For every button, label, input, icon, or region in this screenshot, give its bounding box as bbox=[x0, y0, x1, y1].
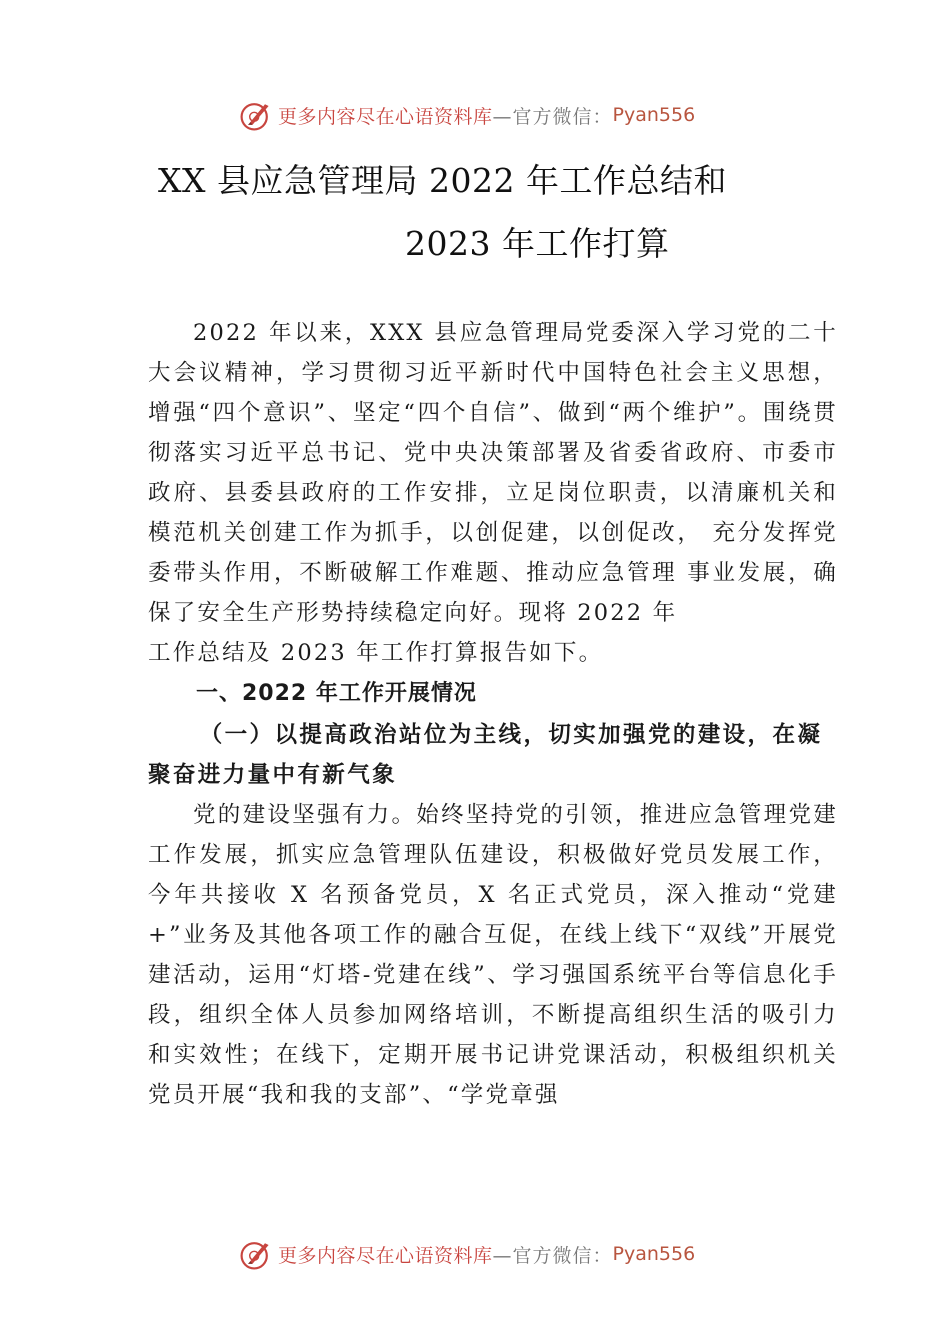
quill-seal-icon bbox=[238, 97, 274, 133]
subsection-heading-1: （一）以提高政治站位为主线，切实加强党的建设，在凝聚奋进力量中有新气象 bbox=[148, 722, 823, 788]
watermark-header bbox=[238, 95, 758, 135]
intro-paragraph-end: 工作总结及 2023 年工作打算报告如下。 bbox=[148, 640, 604, 666]
watermark-wechat-id: Pyan556 bbox=[612, 1243, 696, 1265]
watermark-wechat-label: —官方微信： bbox=[492, 105, 613, 128]
party-building-paragraph: 党的建设坚强有力。始终坚持党的引领，推进应急管理党建工作发展，抓实应急管理队伍建设，积极做好党员发展工作，今年共接收 X 名预备党员，X 名正式党员，深入推动“党建+”业务及其他各项工作的融合互促，在线上线下“双线”开展党建活动，运用“灯塔-党建在线”、学习强国系统平台等信息化手段，组织全体人员参加网络培训，不断提高组织生活的吸引力和实效性；在线下，定期开展书记讲党课活动，积极组织机关党员开展“我和我的支部”、“学党章强 bbox=[148, 802, 838, 1108]
watermark-library-text: 更多内容尽在心语资料库 bbox=[278, 105, 493, 128]
watermark-wechat-label: —官方微信： bbox=[492, 1244, 613, 1267]
watermark-wechat-id: Pyan556 bbox=[612, 104, 696, 126]
document-title-line-1: XX 县应急管理局 2022 年工作总结和 bbox=[158, 161, 727, 200]
document-title-line-2: 2023 年工作打算 bbox=[405, 224, 670, 263]
watermark-library-text: 更多内容尽在心语资料库 bbox=[278, 1244, 493, 1267]
quill-seal-icon bbox=[238, 1236, 274, 1272]
section-heading-1: 一、2022 年工作开展情况 bbox=[196, 681, 477, 706]
document-body bbox=[148, 313, 838, 1115]
intro-paragraph: 2022 年以来，XXX 县应急管理局党委深入学习党的二十大会议精神，学习贯彻习近平新时代中国特色社会主义思想，增强“四个意识”、坚定“四个自信”、做到“两个维护”。围绕贯彻落实习近平总书记、党中央决策部署及省委省政府、市委市政府、县委县政府的工作安排，立足岗位职责，以清廉机关和模范机关创建工作为抓手，以创促建，以创促改， 充分发挥党委带头作用，不断破解工作难题、推动应急管理 事业发展，确保了安全生产形势持续稳定向好。现将 2022 年 bbox=[148, 320, 838, 626]
watermark-footer bbox=[238, 1234, 758, 1274]
